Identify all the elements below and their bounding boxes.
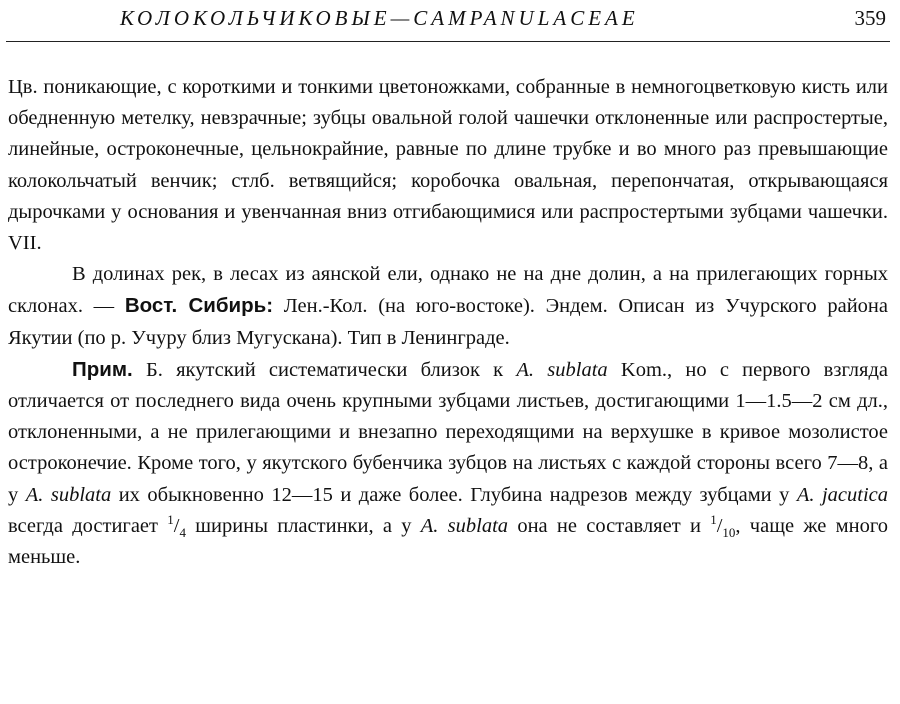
note-text-3: их обыкновенно 12—15 и даже более. Глубина надрезов между зубцами у xyxy=(111,483,797,506)
species-name-sublata-1: A. sublata xyxy=(516,358,608,381)
note-text-4: всегда достигает xyxy=(8,514,168,537)
body-text xyxy=(8,72,888,573)
description-text: Цв. поникающие, с короткими и тонкими цветоножками, собранные в немногоцветковую кисть или обедненную метелку, невзрачные; зубцы овальной голой чашечки отклоненные или распростертые, линейные, остроконечные, цельнокрайние, равные по длине трубке и во много раз превышающие колокольчатый венчик; стлб. ветвящийся; коробочка овальная, перепончатая, открывающаяся дырочками у основания и увенчанная вниз отгибающимися или распростертыми зубцами чашечки. VII. xyxy=(8,76,888,255)
header-rule xyxy=(6,41,890,42)
page-number: 359 xyxy=(854,6,886,30)
note-text-2: Kom., но с первого взгляда отличается от последнего вида очень крупными зубцами листьев, достигающими 1—1.5—2 см дл., отклоненными, а не прилегающими и внезапно переходящими на верхушке в кривое мозолистое остроконечие. Кроме того, у якутского бубенчика зубцов на листьях с каждой стороны всего 7—8, а у xyxy=(8,358,888,506)
species-name-sublata-3: A. sublata xyxy=(420,514,509,537)
species-name-jacutica: A. jacutica xyxy=(796,483,888,506)
note-paragraph xyxy=(8,354,888,573)
note-text-1: Б. якутский систематически близок к xyxy=(132,358,517,381)
fraction-one-quarter-numerator: 1 xyxy=(167,512,174,528)
note-text-7: , чаще же много меньше. xyxy=(8,514,888,569)
fraction-one-tenth-numerator: 1 xyxy=(710,512,717,528)
note-text-6: она не составляет и xyxy=(508,514,711,537)
note-text-5: ширины пластинки, а у xyxy=(185,514,421,537)
running-title: КОЛОКОЛЬЧИКОВЫЕ—CAMPANULACEAE xyxy=(120,6,639,30)
fraction-one-tenth-denominator: 10 xyxy=(722,524,736,540)
note-label: Прим. xyxy=(72,357,133,381)
fraction-one-quarter-denominator: 4 xyxy=(179,524,186,540)
distribution-text: Лен.-Кол. (на юго-востоке). Эндем. Описан из Учурского района Якутии (по р. Учуру близ Мугускана). Тип в Ленинграде. xyxy=(8,295,888,349)
region-label: Вост. Сибирь: xyxy=(124,294,274,318)
species-name-sublata-2: A. sublata xyxy=(25,483,112,506)
description-paragraph xyxy=(8,72,888,259)
fraction-one-quarter: $^1/_4$ xyxy=(167,512,186,540)
running-head xyxy=(0,0,900,44)
fraction-one-tenth: $^1/_{10}$ xyxy=(710,512,736,540)
habitat-text: В долинах рек, в лесах из аянской ели, однако не на дне долин, а на прилегающих горных склонах. — xyxy=(8,263,888,318)
habitat-paragraph xyxy=(8,259,888,354)
